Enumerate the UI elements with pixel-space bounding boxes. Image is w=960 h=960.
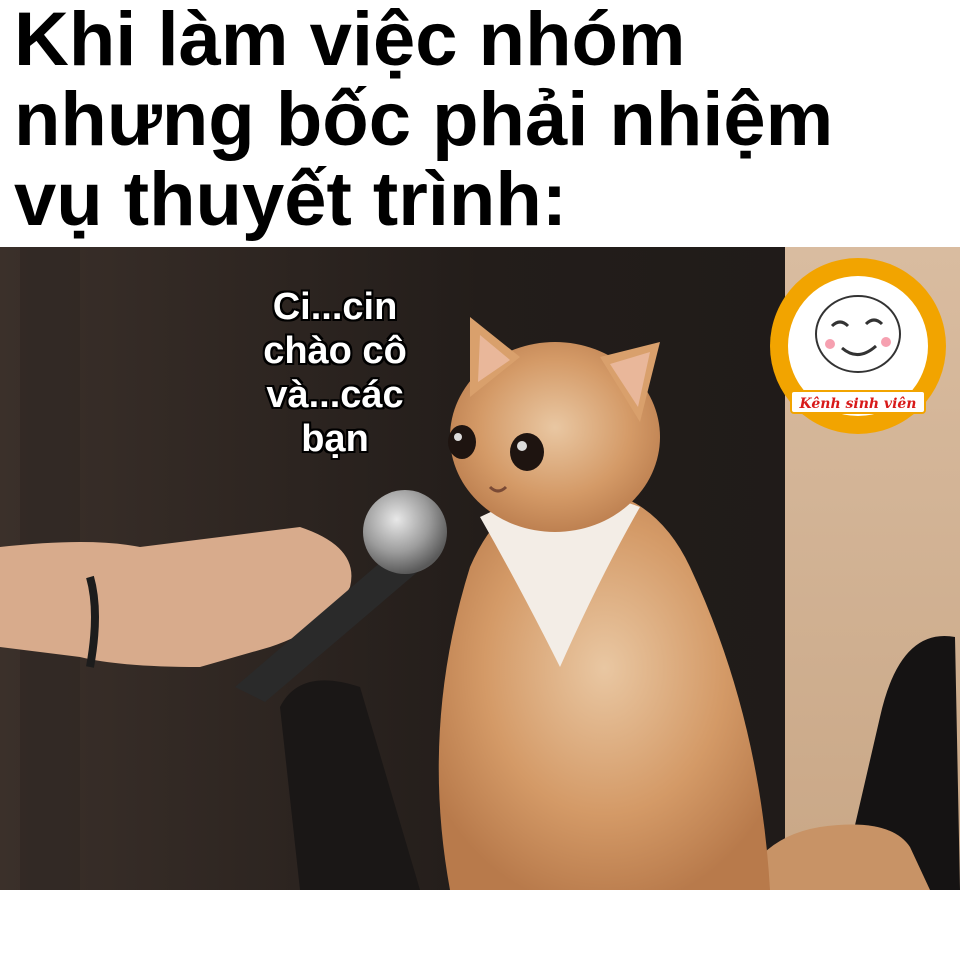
speech-line-2: chào cô xyxy=(263,330,407,372)
caption-line-3: vụ thuyết trình: xyxy=(14,157,568,242)
speech-line-1: Ci...cin xyxy=(272,286,398,328)
logo-face-icon xyxy=(816,296,900,372)
caption-line-1: Khi làm việc nhóm xyxy=(14,0,686,82)
logo-blush-right xyxy=(881,337,891,347)
speech-line-3: và...các xyxy=(266,374,404,416)
meme-caption xyxy=(14,0,954,240)
speech-line-4: bạn xyxy=(301,418,369,460)
cat-eye-left-shine xyxy=(454,433,462,441)
logo-blush-left xyxy=(825,339,835,349)
speech-text xyxy=(225,285,445,461)
cat-eye-right-shine xyxy=(517,441,527,451)
caption-line-2: nhưng bốc phải nhiệm xyxy=(14,77,834,162)
logo-label: Kênh sinh viên xyxy=(790,390,926,414)
cat-eye-right xyxy=(510,433,544,471)
cat-eye-left xyxy=(448,425,476,459)
microphone-head xyxy=(363,490,447,574)
